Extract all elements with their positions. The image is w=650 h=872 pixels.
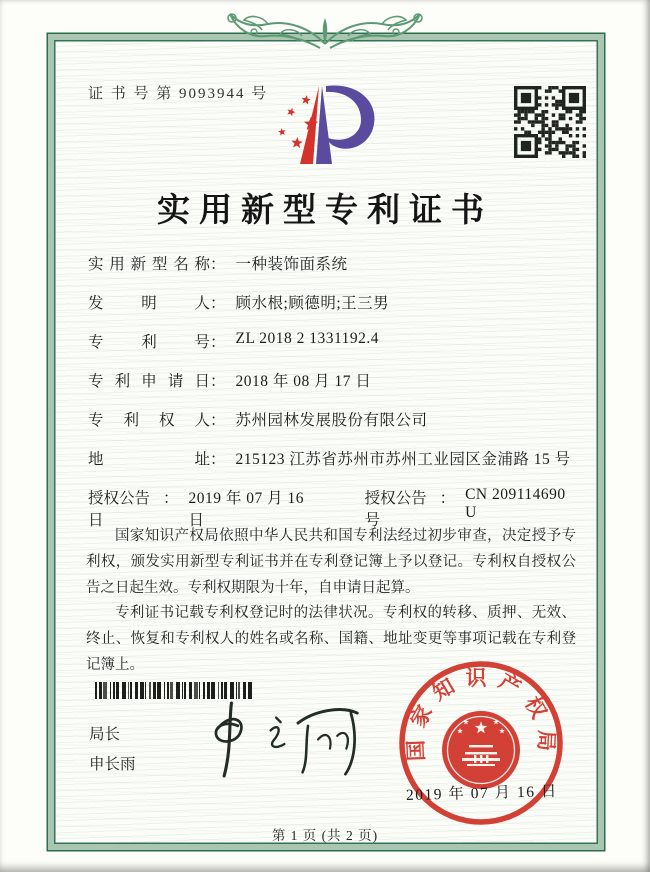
cnipa-logo-icon	[266, 80, 388, 172]
certificate-number: 证 书 号 第 9093944 号	[88, 86, 269, 102]
field-colon: ：	[210, 412, 226, 429]
seal-date: 2019 年 07 月 16 日	[405, 783, 559, 804]
officer-name: 申长雨	[89, 756, 136, 773]
field-row-address	[88, 447, 578, 486]
legal-paragraph-2: 专利证书记载专利权登记时的法律状况。专利权的转移、质押、无效、终止、恢复和专利权人的姓名或名称、国籍、地址变更等事项记载在专利登记簿上。	[86, 605, 576, 673]
field-value: CN 209114690 U	[465, 486, 566, 521]
field-label: 专利权人	[88, 412, 210, 429]
field-row-grant	[88, 486, 578, 529]
field-colon: ：	[210, 334, 226, 351]
field-row-patent-number	[88, 330, 578, 369]
handwritten-signature-icon	[205, 692, 360, 787]
field-row-name	[88, 252, 578, 291]
legal-text	[86, 524, 576, 679]
field-label: 地址	[88, 451, 210, 468]
field-value: 顾水根;顾德明;王三男	[235, 295, 390, 312]
field-colon: ：	[210, 373, 226, 390]
field-colon: ：	[439, 490, 456, 507]
qr-code-icon	[514, 86, 586, 158]
field-label: 授权公告号	[364, 490, 427, 529]
certificate-fields	[88, 252, 578, 529]
field-colon: ：	[210, 256, 226, 273]
field-label: 专利号	[88, 334, 210, 351]
field-label: 实用新型名称	[88, 256, 210, 273]
field-value: 一种装饰面系统	[235, 256, 348, 273]
legal-paragraph-1: 国家知识产权局依照中华人民共和国专利法经过初步审查，决定授予专利权，颁发实用新型专利证书并在专利登记簿上予以登记。专利权自授权公告之日起生效。专利权期限为十年，自申请日起算。	[86, 528, 576, 596]
signature-block	[89, 720, 136, 780]
field-colon: ：	[210, 451, 226, 468]
field-label: 专利申请日	[88, 373, 210, 390]
page-number: 第 1 页 (共 2 页)	[271, 828, 379, 843]
green-flourish-ornament-icon	[210, 8, 440, 60]
field-value: 2018 年 08 月 17 日	[235, 373, 372, 390]
seal-national-emblem	[442, 711, 520, 789]
field-value: 2019 年 07 月 16 日	[188, 490, 305, 529]
field-row-inventors	[88, 291, 578, 330]
seal-ring-text: 国家知识产权局	[403, 665, 559, 762]
field-value: ZL 2018 2 1331192.4	[235, 330, 380, 347]
field-value: 苏州园林发展股份有限公司	[235, 412, 428, 429]
field-value: 215123 江苏省苏州市苏州工业园区金浦路 15 号	[235, 451, 571, 468]
field-colon: ：	[163, 490, 179, 507]
certificate-title: 实用新型专利证书	[157, 193, 493, 229]
officer-title: 局长	[89, 726, 121, 743]
field-colon: ：	[210, 295, 226, 312]
field-label: 发明人	[88, 295, 210, 312]
field-row-patentee	[88, 408, 578, 447]
field-label: 授权公告日	[88, 490, 151, 529]
field-row-filing-date	[88, 369, 578, 408]
